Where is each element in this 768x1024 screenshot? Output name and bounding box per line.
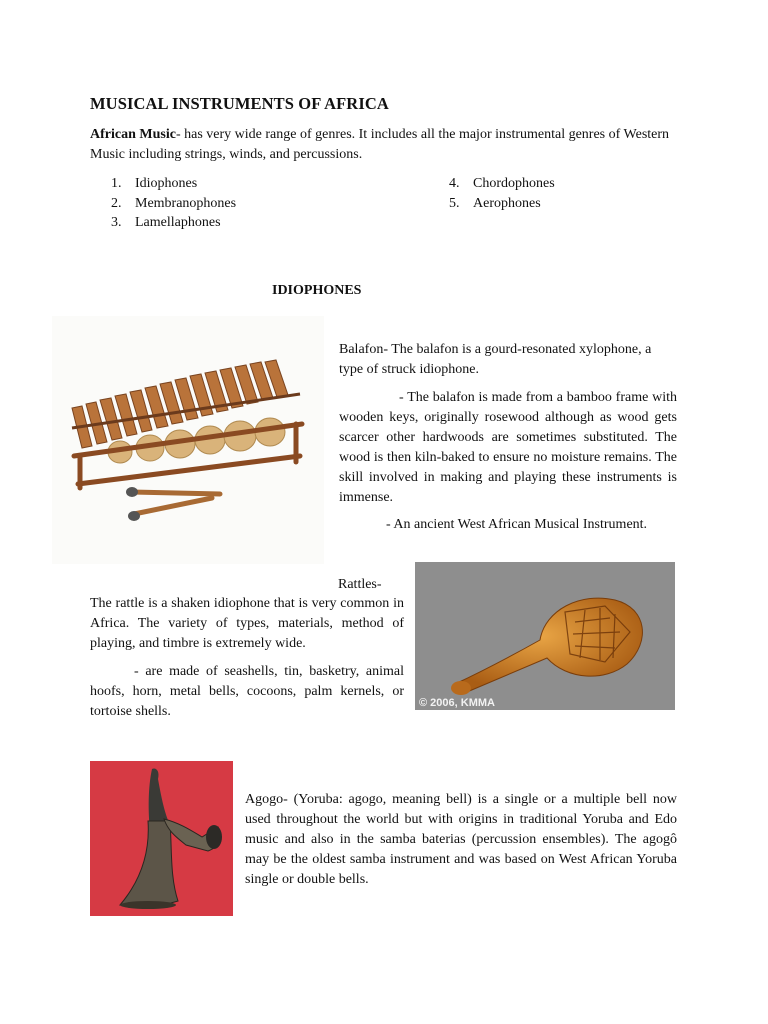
intro-text: - has very wide range of genres. It includes all the major instrumental genres of Western Music including strings, winds, and percussions. — [90, 127, 670, 162]
intro-paragraph — [90, 125, 690, 165]
balafon-description-1: Balafon- The balafon is a gourd-resonated xylophone, a type of struck idiophone. — [339, 342, 652, 377]
agogo-image — [90, 761, 233, 916]
page-title: MUSICAL INSTRUMENTS OF AFRICA — [90, 94, 389, 113]
rattles-description-1: The rattle is a shaken idiophone that is very common in Africa. The variety of types, materials, method of playing, and timbre is extremely wide. — [90, 596, 404, 651]
list-item: 5. Aerophones — [449, 195, 541, 211]
rattle-image — [415, 562, 675, 710]
list-item: 4. Chordophones — [449, 176, 555, 191]
list-item: 1. Idiophones — [111, 176, 198, 191]
classification-list-left — [111, 174, 236, 233]
list-item: 2. Membranophones — [111, 195, 237, 211]
rattles-description-2: - are made of seashells, tin, basketry, animal hoofs, horn, metal bells, cocoons, palm kernels, or tortoise shells. — [90, 664, 404, 719]
rattle-watermark: © 2006, KMMA — [419, 697, 495, 709]
balafon-image — [52, 316, 324, 564]
classification-list-right — [449, 174, 555, 213]
agogo-description: Agogo- (Yoruba: agogo, meaning bell) is a single or a multiple bell now used throughout the world but with origins in traditional Yoruba and Edo music and also in the samba baterias (percussion ensembles). The agogô may be the oldest samba instrument and was based on West African Yoruba single or double bells. — [245, 792, 677, 887]
balafon-description-3: - An ancient West African Musical Instrument. — [386, 517, 648, 532]
balafon-description-2: - The balafon is made from a bamboo frame with wooden keys, originally rosewood although as wood gets scarcer other hardwoods are sometimes substituted. The wood is then kiln-baked to ensure no moisture remains. The skill involved in making and playing these instruments is immense. — [339, 390, 677, 505]
list-item: 3. Lamellaphones — [111, 215, 221, 230]
intro-lead: African Music — [90, 127, 176, 142]
section-heading-idiophones: IDIOPHONES — [272, 283, 362, 298]
rattles-heading: Rattles- — [338, 577, 382, 592]
